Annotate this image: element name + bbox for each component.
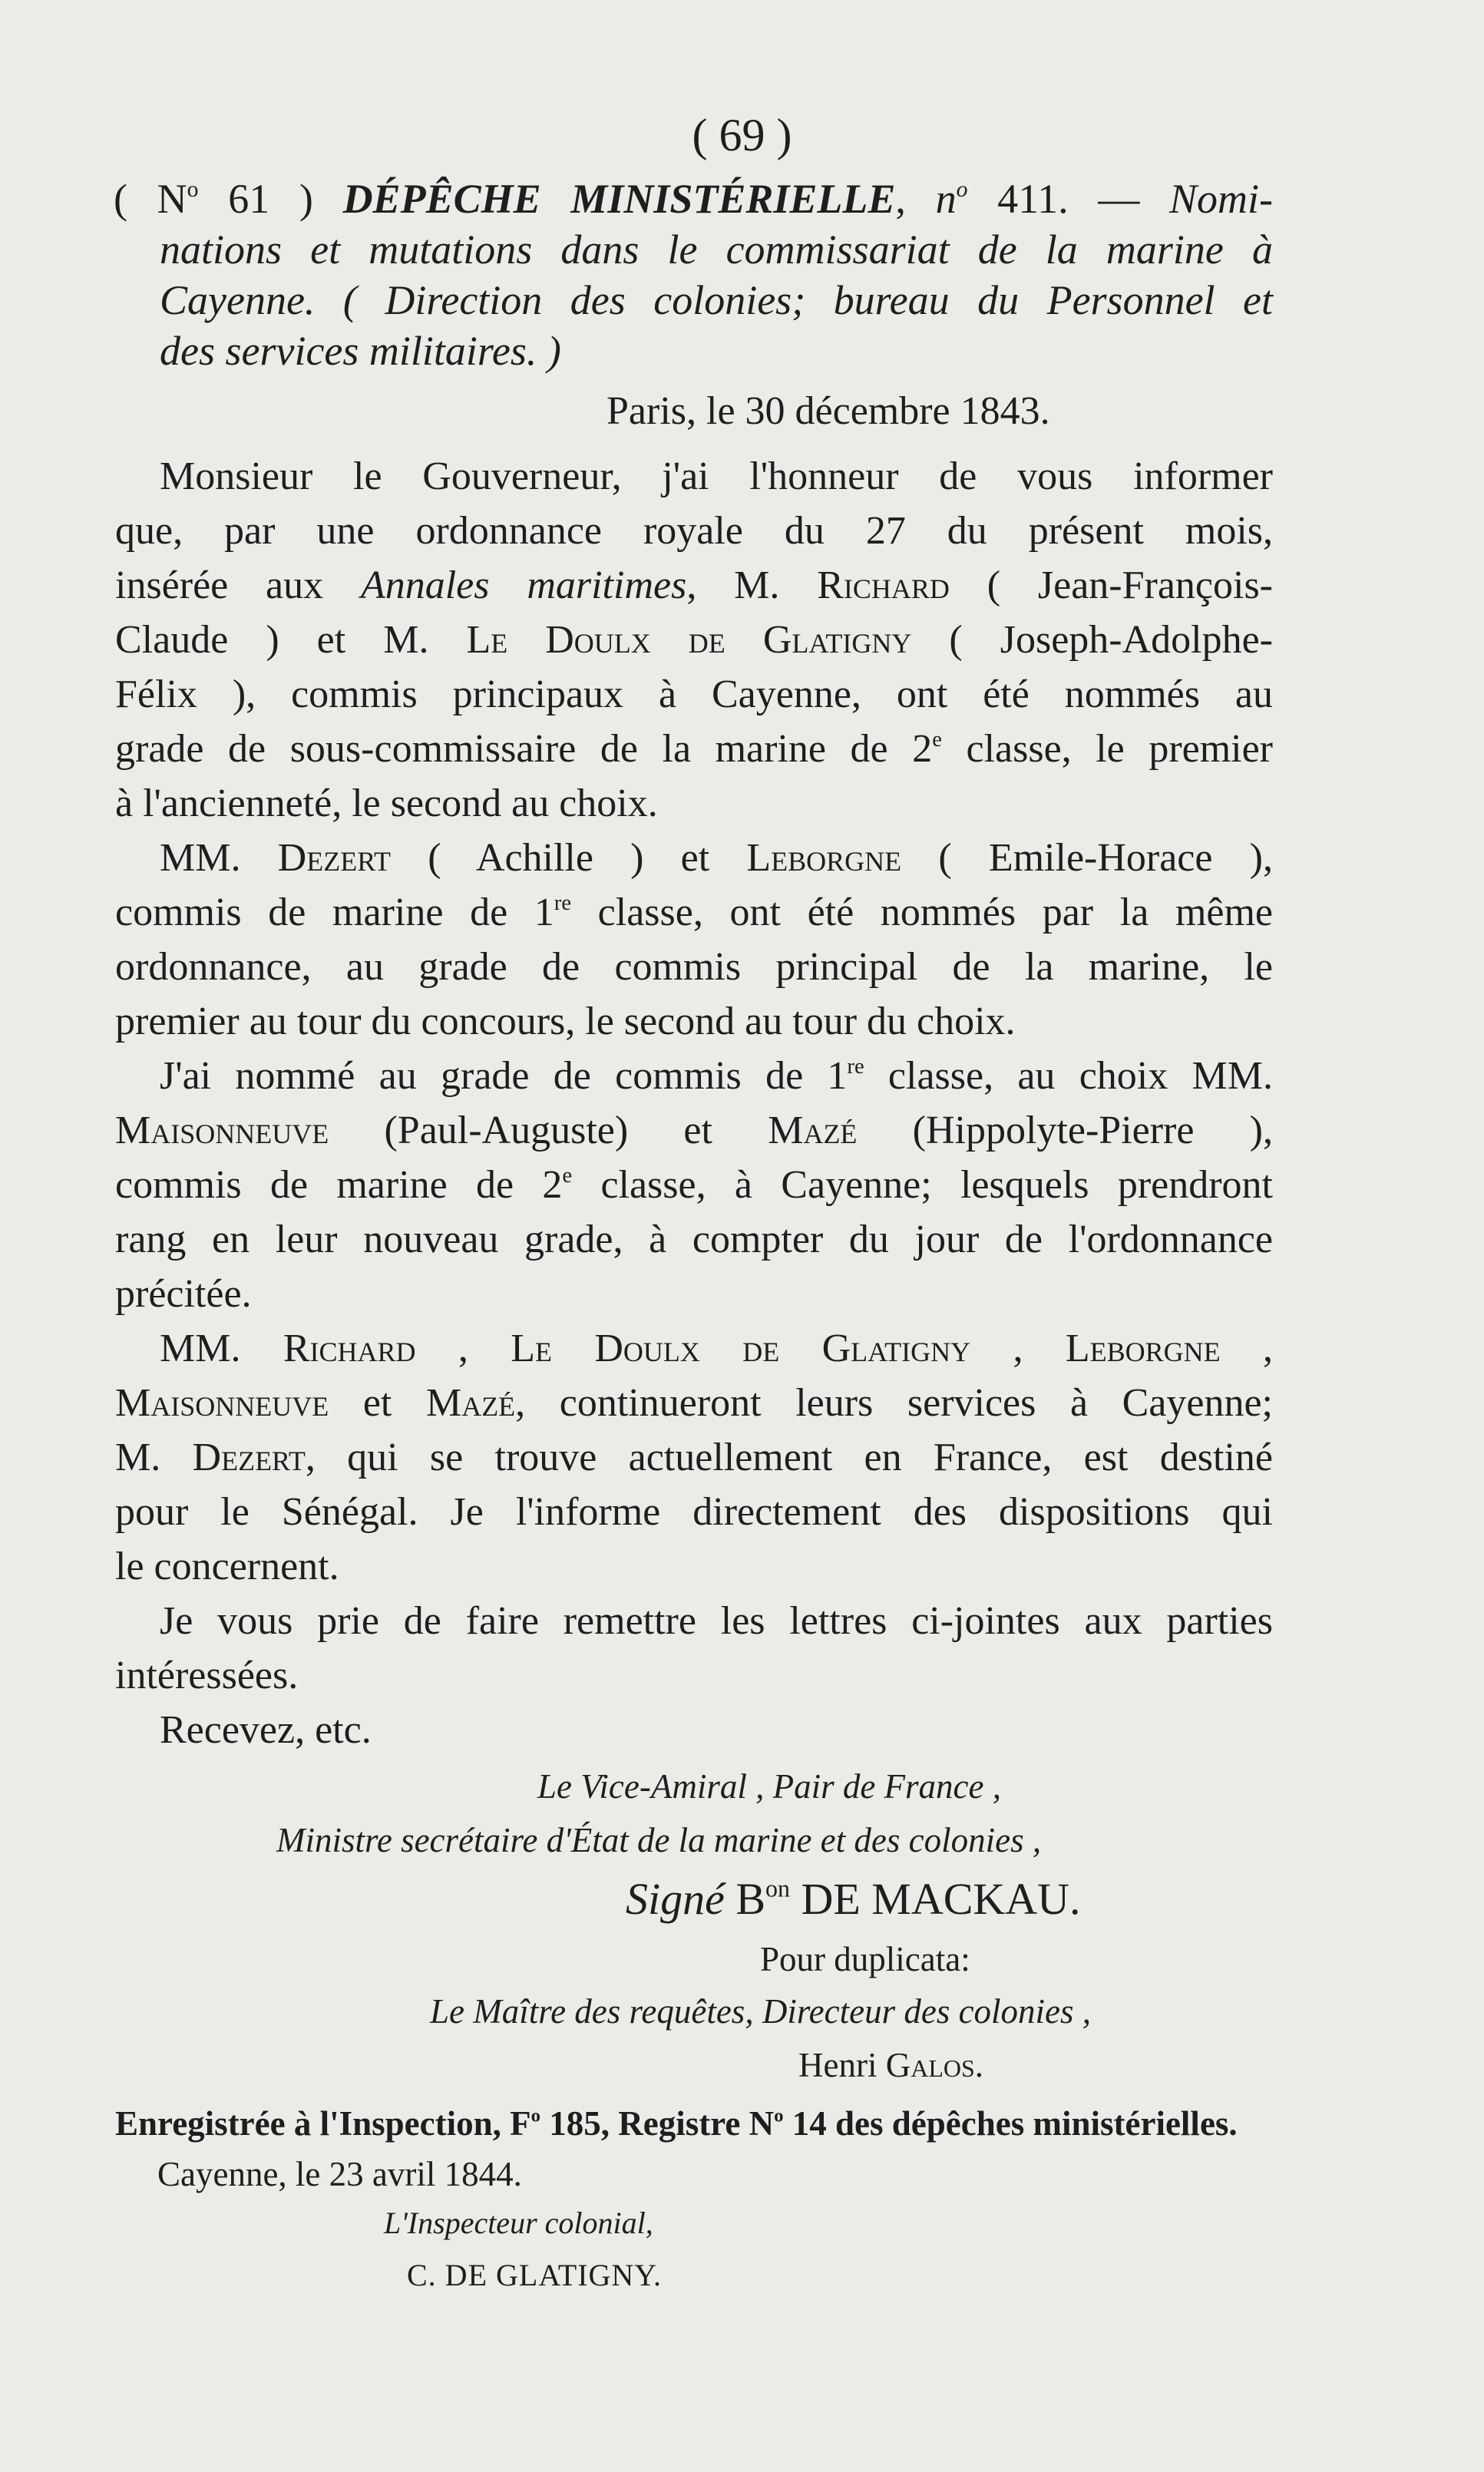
p3-line-2: Maisonneuve (Paul-Auguste) et Mazé (Hippolyte-Pierre ), [115,1109,1273,1152]
p4-line-4: pour le Sénégal. Je l'informe directement des dispositions qui [115,1490,1273,1534]
p4-line-3: M. Dezert, qui se trouve actuellement en France, est destiné [115,1436,1273,1479]
registration-line-2: Cayenne, le 23 avril 1844. [157,2155,522,2193]
p2-line-2: commis de marine de 1re classe, ont été nommés par la même [115,891,1273,934]
p1-line-3: insérée aux Annales maritimes, M. Richard ( Jean-François- [115,563,1273,607]
p3-line-1: J'ai nommé au grade de commis de 1re classe, au choix MM. [160,1054,1273,1098]
p4-line-1: MM. Richard , Le Doulx de Glatigny , Leborgne , [160,1327,1273,1370]
p5-line-2: intéressées. [115,1654,299,1697]
registration-line-1: Enregistrée à l'Inspection, $F^o$ 185, Registre $N^o$ 14 des dépêches ministérielles. [115,2104,1238,2143]
p3-line-4: rang en leur nouveau grade, à compter du jour de l'ordonnance [115,1218,1273,1261]
p1-line-4: Claude ) et M. Le Doulx de Glatigny ( Joseph-Adolphe- [115,618,1273,662]
signature-title-1: Le Vice-Amiral , Pair de France , [537,1767,1002,1806]
p2-line-1: MM. Dezert ( Achille ) et Leborgne ( Emile-Horace ), [160,836,1273,880]
p1-line-7: à l'ancienneté, le second au choix. [115,782,658,825]
signature-name: Signé $B^{on}$ DE MACKAU. [626,1874,1081,1924]
registration-line-4: C. DE GLATIGNY. [407,2258,663,2292]
p1-line-1: Monsieur le Gouverneur, j'ai l'honneur de vous informer [160,454,1273,498]
p2-line-4: premier au tour du concours, le second au tour du choix. [115,1000,1016,1043]
heading-line-3: Cayenne. ( Direction des colonies; bureau du Personnel et [160,277,1273,323]
heading-line-2: nations et mutations dans le commissariat de la marine à [160,226,1273,273]
p3-line-3: commis de marine de 2e classe, à Cayenne; lesquels prendront [115,1163,1273,1207]
p1-line-6: grade de sous-commissaire de la marine de 2e classe, le premier [115,727,1274,771]
dispatch-title: DÉPÊCHE MINISTÉRIELLE [342,176,896,222]
signature-title-3: Le Maître des requêtes, Directeur des colonies , [430,1992,1092,2031]
p2-line-3: ordonnance, au grade de commis principal de la marine, le [115,945,1273,989]
p1-line-5: Félix ), commis principaux à Cayenne, ont été nommés au [115,673,1273,716]
p4-line-2: Maisonneuve et Mazé, continueront leurs services à Cayenne; [115,1381,1274,1425]
registration-line-3: L'Inspecteur colonial, [384,2206,653,2240]
p3-line-5: précitée. [115,1272,252,1316]
dateline: Paris, le 30 décembre 1843. [606,389,1050,433]
signature-title-2: Ministre secrétaire d'État de la marine et des colonies , [276,1821,1042,1859]
p5-line-1: Je vous prie de faire remettre les lettres ci-jointes aux parties [160,1599,1273,1643]
p4-line-5: le concernent. [115,1545,339,1588]
heading-line-4: des services militaires. ) [160,328,561,374]
heading-line-1: ( $N^o$ 61 ) DÉPÊCHE MINISTÉRIELLE, $n^o$ 411. — Nomi- [114,176,1274,222]
signature-name-2: Henri Galos. [798,2046,984,2084]
page-number: ( 69 ) [692,110,792,160]
closing: Recevez, etc. [160,1708,372,1752]
p1-line-2: que, par une ordonnance royale du 27 du présent mois, [115,509,1273,553]
duplicata-label: Pour duplicata: [760,1940,970,1978]
